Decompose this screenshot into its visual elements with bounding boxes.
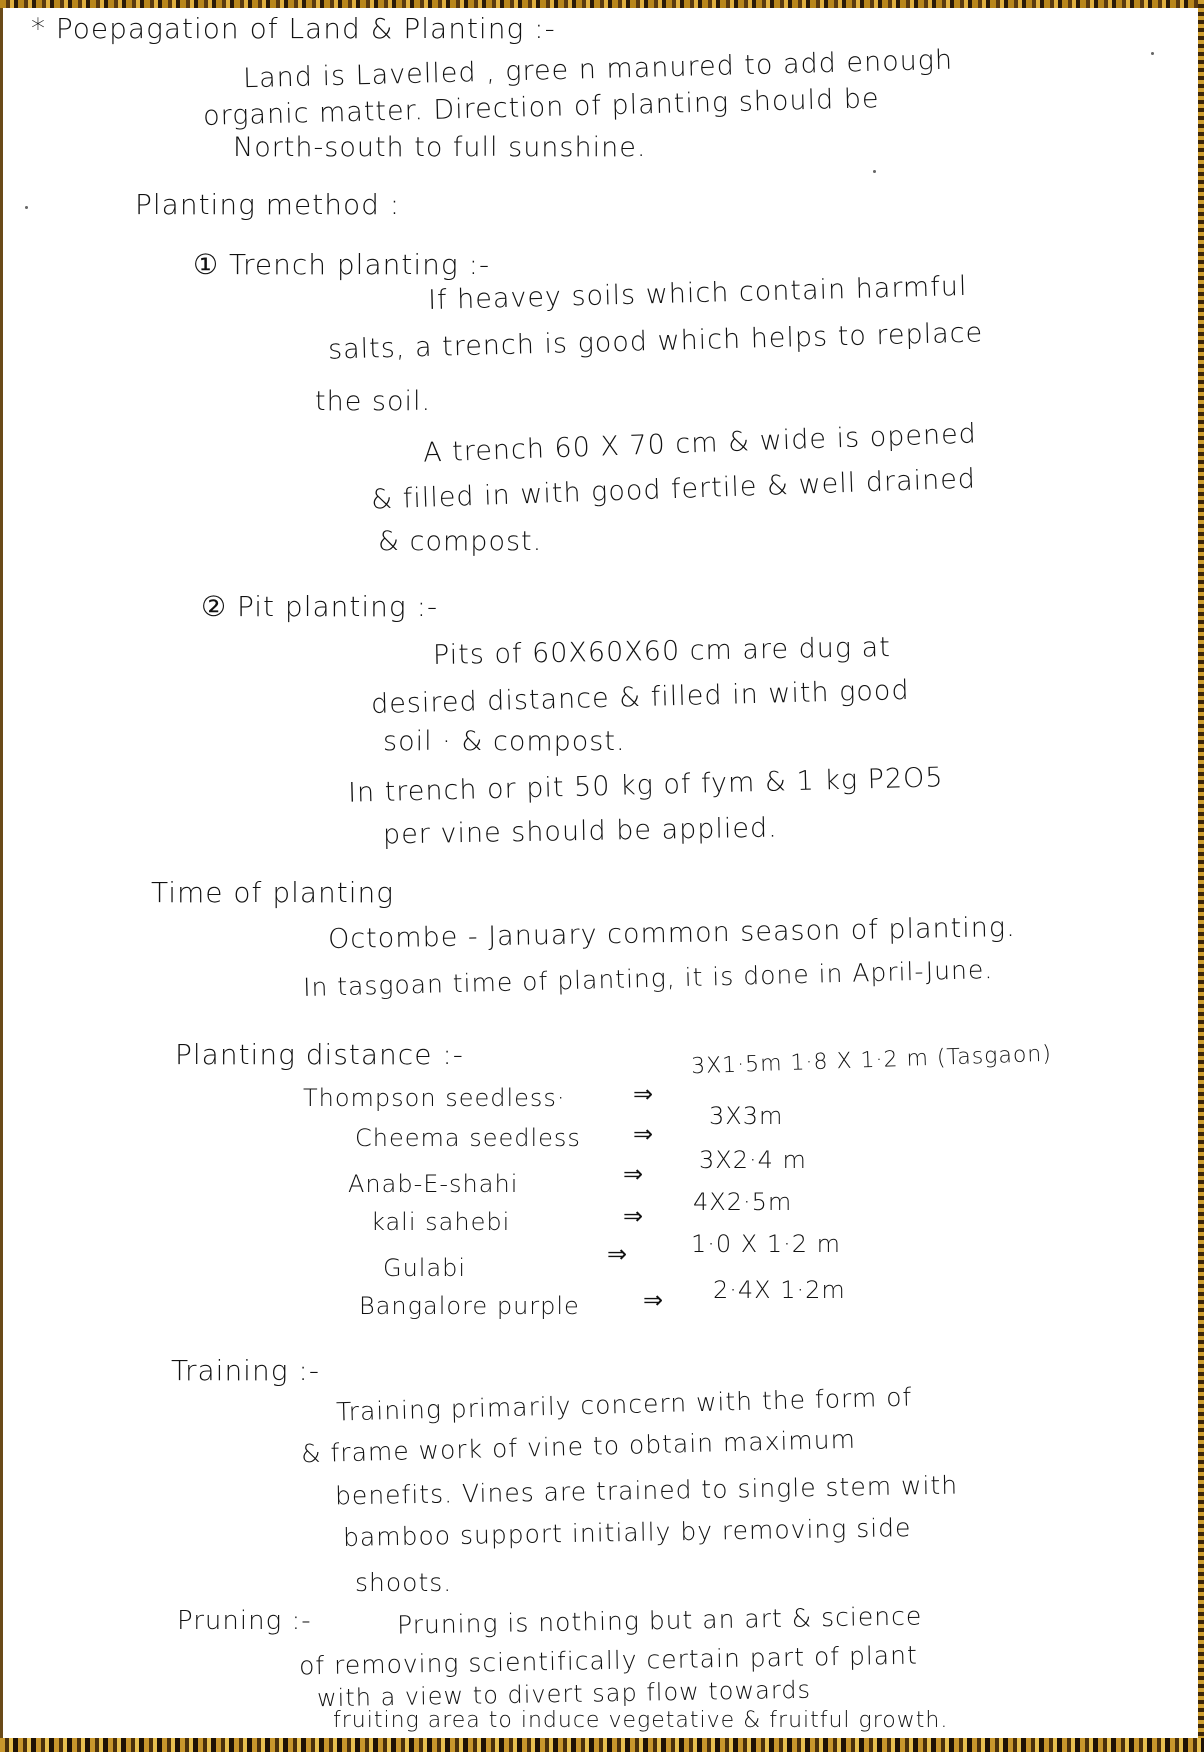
text-line: organic matter. Direction of planting should be (202, 83, 880, 132)
heading-training: Training :- (171, 1354, 320, 1387)
arrow-icon: ⇒ (633, 1120, 655, 1148)
text-line: North-south to full sunshine. (233, 132, 647, 163)
heading-trench-planting: ① Trench planting :- (193, 248, 491, 281)
text-line: the soil. (315, 386, 432, 417)
heading-planting-distance: Planting distance :- (175, 1038, 464, 1071)
spacing-value: 2·4X 1·2m (713, 1276, 846, 1304)
text-line: bamboo support initially by removing side (342, 1513, 912, 1552)
heading-pruning: Pruning :- (177, 1606, 312, 1636)
spacing-value: 3X2·4 m (699, 1146, 807, 1174)
text-line: per vine should be applied. (382, 812, 778, 851)
text-line: & filled in with good fertile & well drained (370, 463, 977, 516)
text-line: of removing scientifically certain part of plant (298, 1640, 918, 1681)
text-line: Octombe - January common season of planting. (327, 912, 1016, 955)
arrow-icon: ⇒ (607, 1240, 629, 1268)
text-line: benefits. Vines are trained to single stem with (334, 1470, 959, 1511)
text-line: Pits of 60X60X60 cm are dug at (432, 632, 892, 671)
text-line: salts, a trench is good which helps to replace (327, 317, 984, 366)
spacing-value: 3X3m (709, 1102, 784, 1130)
text-line: soil · & compost. (383, 726, 626, 757)
paper-speck (25, 206, 28, 209)
variety-name: Thompson seedless· (303, 1084, 566, 1112)
scan-border-top (0, 0, 1204, 8)
text-line: Pruning is nothing but an art & science (396, 1601, 923, 1640)
spacing-value: 3X1·5m 1·8 X 1·2 m (Tasgaon) (690, 1041, 1053, 1080)
text-line: A trench 60 X 70 cm & wide is opened (422, 418, 978, 469)
spacing-value: 1·0 X 1·2 m (691, 1230, 842, 1258)
variety-name: Bangalore purple (359, 1292, 580, 1320)
variety-name: Anab-E-shahi (348, 1170, 519, 1198)
text-line: Training primarily concern with the form of (335, 1382, 913, 1427)
text-line: with a view to divert sap flow towards (316, 1675, 812, 1713)
paper-speck (1151, 52, 1154, 55)
notebook-page (3, 8, 1198, 1738)
variety-name: Gulabi (383, 1254, 467, 1282)
heading-planting-method: Planting method : (135, 188, 401, 221)
text-line: If heavey soils which contain harmful (427, 270, 968, 317)
text-line: In tasgoan time of planting, it is done in April-June. (302, 954, 994, 1003)
text-line: & frame work of vine to obtain maximum (300, 1424, 857, 1469)
heading-pit-planting: ② Pit planting :- (201, 590, 439, 623)
text-line: In trench or pit 50 kg of fym & 1 kg P2O5 (347, 762, 944, 809)
heading-propagation: * Poepagation of Land & Planting :- (31, 12, 556, 45)
paper-speck (873, 170, 876, 173)
arrow-icon: ⇒ (643, 1286, 665, 1314)
text-line: fruiting area to induce vegetative & fruitful growth. (333, 1708, 949, 1733)
scan-border-bottom (0, 1738, 1204, 1752)
spacing-value: 4X2·5m (693, 1188, 793, 1216)
scan-border-right (1198, 0, 1204, 1752)
text-line: shoots. (355, 1568, 453, 1597)
arrow-icon: ⇒ (623, 1160, 645, 1188)
variety-name: Cheema seedless (355, 1124, 581, 1152)
arrow-icon: ⇒ (633, 1080, 655, 1108)
variety-name: kali sahebi (371, 1208, 511, 1236)
text-line: Land is Lavelled , gree n manured to add enough (242, 44, 954, 95)
text-line: desired distance & filled in with good (370, 674, 910, 721)
arrow-icon: ⇒ (623, 1202, 645, 1230)
heading-time-of-planting: Time of planting (151, 876, 395, 909)
text-line: & compost. (378, 526, 543, 557)
